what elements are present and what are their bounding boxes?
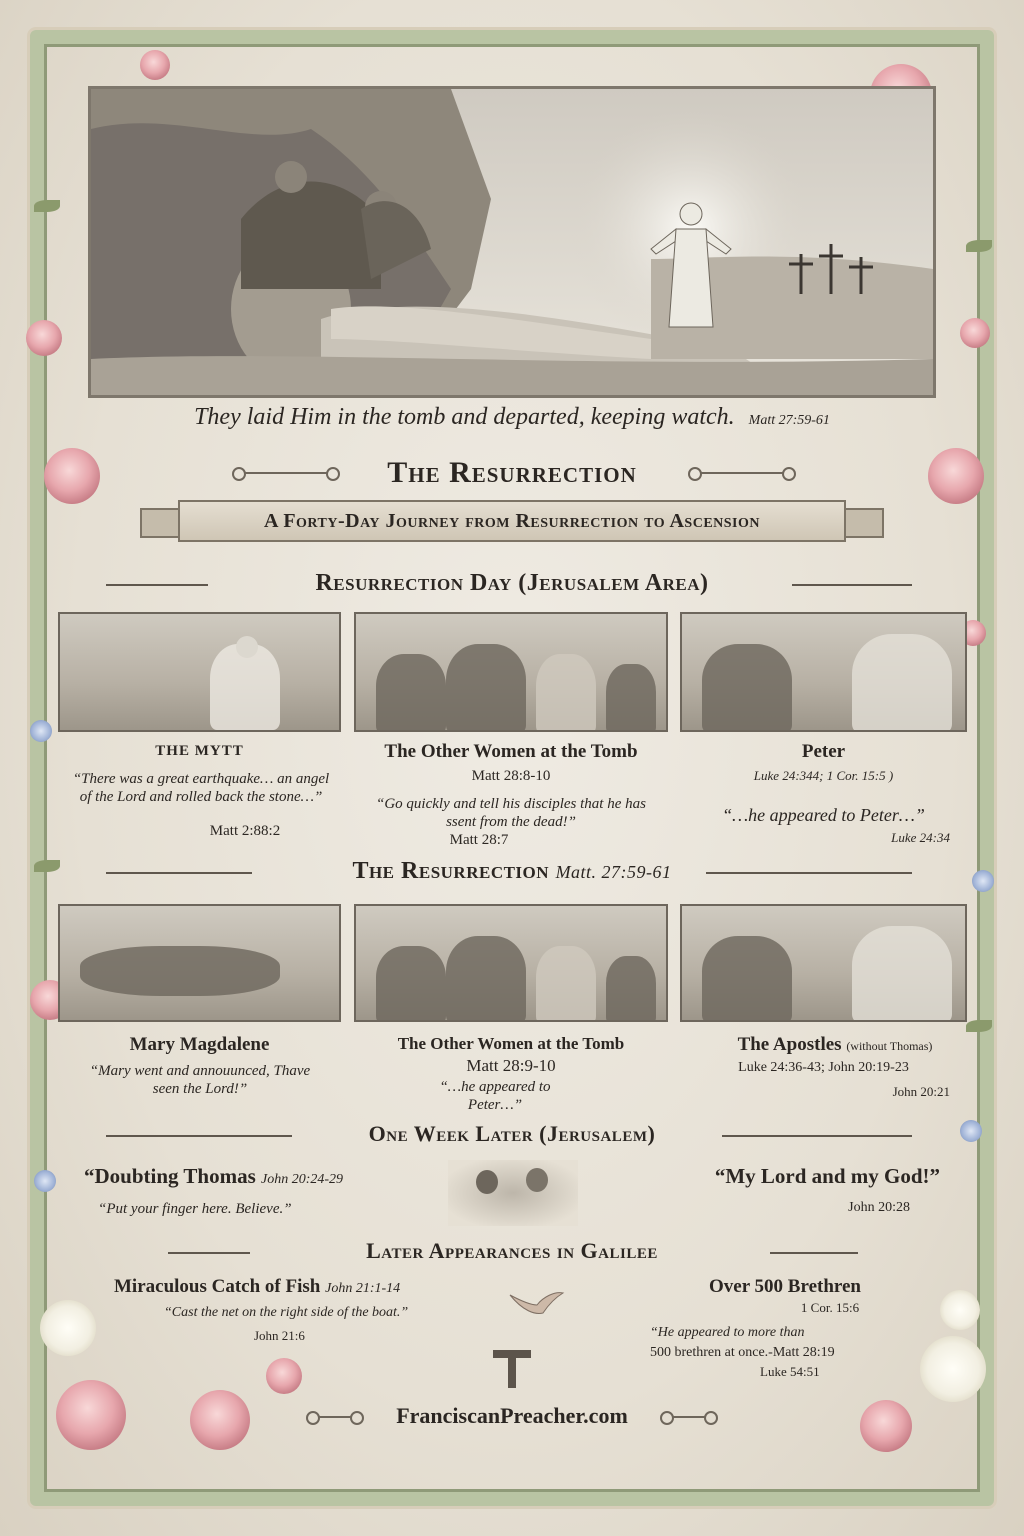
lily-icon (920, 1336, 986, 1402)
col-ref-women-2: Matt 28:9-10 (466, 1056, 556, 1075)
catch-title (114, 1276, 514, 1298)
panel-peter-1 (680, 612, 967, 732)
section-heading-text: The Resurrection (352, 858, 550, 884)
jesus-figure (852, 634, 952, 732)
col-quote-ref-angel: Matt 2:88:2 (209, 823, 281, 839)
col-quote-ref-peter: Luke 24:34 (891, 830, 950, 845)
subtitle-ribbon (178, 500, 846, 542)
leaf-icon (966, 240, 992, 252)
ribbon-tail-right (842, 508, 884, 538)
col-quote-women-1: “Go quickly and tell his disciples that he has ssent from the dead!” (376, 796, 646, 830)
blue-flower-icon (34, 1170, 56, 1192)
section-heading-resurrection-day: Resurrection Day (Jerusalem Area) (315, 570, 709, 596)
ribbon-tail-left (140, 508, 182, 538)
col-ref-apostles: Luke 24:36-43; John 20:19-23 (738, 1060, 909, 1075)
figure (376, 654, 446, 732)
thomas-head (476, 1170, 498, 1194)
apostle-figure (702, 936, 792, 1022)
dove-icon (505, 1285, 565, 1319)
brethren-quote-line1: “He appeared to more than (650, 1325, 805, 1340)
col-ref-women-1: Matt 28:8-10 (471, 768, 551, 784)
col-title-apostles (680, 1034, 990, 1056)
hero-illustration (88, 86, 936, 398)
figure (536, 654, 596, 732)
col-title-peter: Peter (801, 741, 846, 762)
col-title-angel: THE MYTT (155, 743, 244, 759)
figure (606, 664, 656, 732)
panel-angel (58, 612, 341, 732)
lily-icon (40, 1300, 96, 1356)
brethren-ref: 1 Cor. 15:6 (800, 1300, 860, 1315)
tau-cross-icon (491, 1346, 533, 1390)
leaf-icon (34, 200, 60, 212)
footer-website: FranciscanPreacher.com (396, 1403, 628, 1428)
mary-figure (80, 946, 280, 996)
rose-icon (266, 1358, 302, 1394)
col-quote-ref-women-1: Matt 28:7 (449, 832, 509, 848)
col-quote-peter: “…he appeared to Peter…” (722, 805, 925, 825)
jesus-figure (852, 926, 952, 1022)
jesus-head (526, 1168, 548, 1192)
rose-icon (140, 50, 170, 80)
leaf-icon (966, 1020, 992, 1032)
lily-icon (940, 1290, 980, 1330)
rose-icon (26, 320, 62, 356)
thomas-title (84, 1164, 424, 1189)
panel-women-tomb-1 (354, 612, 668, 732)
figure (446, 936, 526, 1022)
hero-caption (0, 404, 1024, 431)
brethren-title: Over 500 Brethren (709, 1276, 861, 1297)
peter-figure (702, 644, 792, 732)
col-title-women-2: The Other Women at the Tomb (397, 1034, 625, 1053)
brethren-quote-line2: 500 brethren at once.-Matt 28:19 (650, 1345, 835, 1360)
figure (376, 946, 446, 1022)
panel-apostles (680, 904, 967, 1022)
thomas-vignette (448, 1160, 578, 1226)
subtitle: A Forty-Day Journey from Resurrection to Ascension (263, 509, 760, 532)
col-quote-mary: “Mary went and annouunced, Thave seen the Lord!” (89, 1063, 311, 1097)
section-heading-one-week: One Week Later (Jerusalem) (368, 1121, 656, 1146)
col-title-mary: Mary Magdalene (129, 1034, 270, 1055)
thomas-quote: “Put your finger here. Believe.” (98, 1201, 292, 1217)
col-quote-ref-apostles: John 20:21 (892, 1084, 950, 1099)
panel-mary-magdalene (58, 904, 341, 1022)
col-quote-angel: “There was a great earthquake… an angel of the Lord and rolled back the stone…” (72, 771, 330, 805)
my-lord-title: “My Lord and my God!” (714, 1164, 940, 1188)
col-title-apostles-note: (without Thomas) (846, 1039, 933, 1053)
col-ref-peter: Luke 24:344; 1 Cor. 15:5 ) (753, 768, 894, 783)
section-heading-ref: Matt. 27:59-61 (555, 862, 672, 882)
catch-ref: John 21:1-14 (325, 1281, 401, 1296)
catch-title-text: Miraculous Catch of Fish (114, 1276, 321, 1297)
thomas-title-text: “Doubting Thomas (84, 1164, 256, 1188)
my-lord-ref: John 20:28 (848, 1200, 910, 1215)
thomas-ref: John 20:24-29 (261, 1172, 344, 1187)
figure (606, 956, 656, 1022)
angel-head (236, 636, 258, 658)
page-title: The Resurrection (387, 456, 637, 489)
col-title-apostles-text: The Apostles (737, 1034, 842, 1055)
col-title-women-1: The Other Women at the Tomb (384, 741, 638, 762)
section-heading-resurrection (0, 858, 1024, 885)
hero-caption-text: They laid Him in the tomb and departed, keeping watch. (194, 404, 735, 430)
panel-women-tomb-2 (354, 904, 668, 1022)
rose-icon (960, 318, 990, 348)
figure (446, 644, 526, 732)
hero-caption-ref: Matt 27:59-61 (748, 413, 830, 428)
section-heading-galilee: Later Appearances in Galilee (366, 1238, 658, 1263)
brethren-quote-ref: Luke 54:51 (760, 1364, 820, 1379)
col-quote-women-2: “…he appeared to Peter…” (439, 1079, 551, 1113)
catch-quote-ref: John 21:6 (254, 1328, 305, 1343)
blue-flower-icon (30, 720, 52, 742)
catch-quote: “Cast the net on the right side of the boat.” (164, 1305, 409, 1320)
figure (536, 946, 596, 1022)
